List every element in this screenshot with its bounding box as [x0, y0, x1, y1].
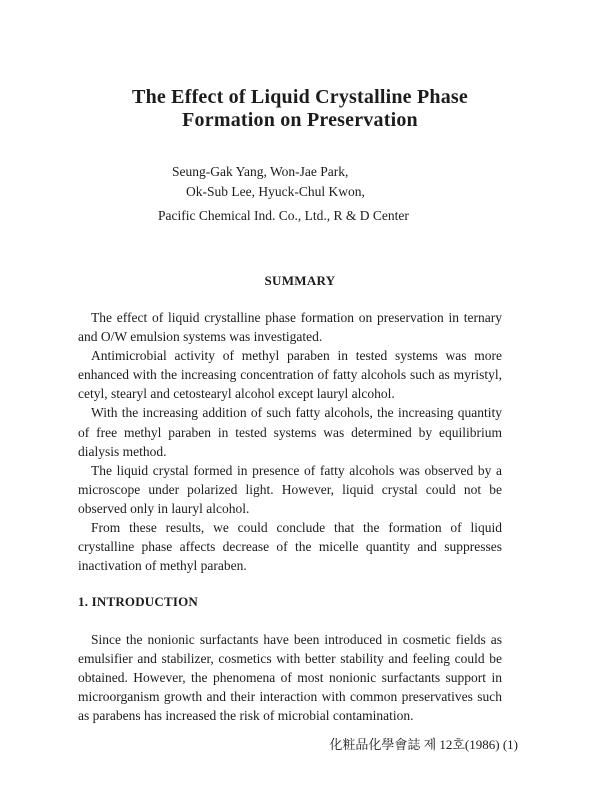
- summary-paragraph: From these results, we could conclude that the formation of liquid crystalline phase affects decrease of the micelle quantity and suppresses inactivation of methyl paraben.: [78, 520, 502, 574]
- summary-heading: SUMMARY: [264, 273, 336, 288]
- introduction-paragraph: Since the nonionic surfactants have been introduced in cosmetic fields as emulsifier and stabilizer, cosmetics with better stability and feeling could be obtained. However, the phenomena of most nonionic surfactants support in microorganism growth and their interaction with common preservatives such as parabens has increased the risk of microbial contamination.: [78, 632, 502, 724]
- summary-paragraph: With the increasing addition of such fatty alcohols, the increasing quantity of free methyl paraben in tested systems was determined by equilibrium dialysis method.: [78, 405, 502, 459]
- author-list: [0, 162, 600, 202]
- summary-paragraph: The effect of liquid crystalline phase formation on preservation in ternary and O/W emulsion systems was investigated.: [78, 310, 502, 345]
- title-line-1: The Effect of Liquid Crystalline Phase: [132, 86, 468, 108]
- summary-paragraph: Antimicrobial activity of methyl paraben in tested systems was more enhanced with the increasing concentration of fatty alcohols such as myristyl, cetyl, stearyl and cetostearyl alcohol except lauryl alcohol.: [78, 348, 502, 402]
- authors-line-1: Seung-Gak Yang, Won-Jae Park,: [172, 164, 349, 179]
- summary-paragraph: The liquid crystal formed in presence of fatty alcohols was observed by a microscope under polarized light. However, liquid crystal could not be observed only in lauryl alcohol.: [78, 462, 502, 516]
- summary-body: [78, 308, 502, 575]
- journal-footer: 化粧品化學會誌 제 12호(1986) (1): [329, 737, 518, 752]
- introduction-body: [78, 630, 502, 725]
- affiliation: Pacific Chemical Ind. Co., Ltd., R & D Center: [158, 208, 409, 223]
- paper-title: [0, 86, 600, 132]
- authors-line-2: Ok-Sub Lee, Hyuck-Chul Kwon,: [186, 184, 365, 199]
- title-line-2: Formation on Preservation: [182, 109, 418, 131]
- introduction-heading: 1. INTRODUCTION: [78, 594, 199, 609]
